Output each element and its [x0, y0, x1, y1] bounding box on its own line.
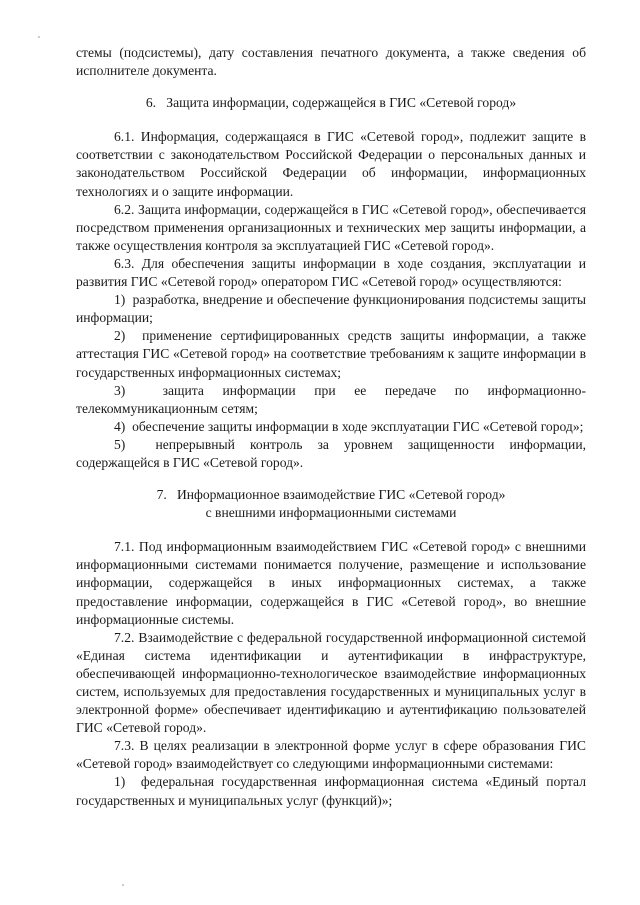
paragraph-7-1: 7.1. Под информационным взаимодействием ГИС «Сетевой город» с внешними информационными системами понимается получение, размещение и использование информации, содержащейся в иных информационных системах, а также предоставление информации, содержащейся в ГИС «Сетевой город», во внешние информационные системы.: [76, 539, 586, 627]
paragraph-7-3: 7.3. В целях реализации в электронной форме услуг в сфере образования ГИС «Сетевой город» взаимодействует со следующими информационными системами:: [76, 738, 586, 772]
list-item-6-3-4: 4) обеспечение защиты информации в ходе эксплуатации ГИС «Сетевой город»;: [114, 418, 584, 434]
paragraph-7-2: 7.2. Взаимодействие с федеральной государственной информационной системой «Единая система идентификации и аутентификации в инфраструктуре, обеспечивающей информационно-технологическое взаимодействие информационных систем, используемых для предоставления государственных и муниципальных услуг в электронной форме» обеспечивает идентификацию и аутентификацию пользователей ГИС «Сетевой город».: [76, 629, 586, 736]
paragraph-6-1: 6.1. Информация, содержащаяся в ГИС «Сетевой город», подлежит защите в соответствии с законодательством Российской Федерации о персональных данных и законодательством Российской Федерации об информации, информационных технологиях и о защите информации.: [76, 129, 586, 199]
list-item-6-3-5: 5) непрерывный контроль за уровнем защищенности информации, содержащейся в ГИС «Сетевой город».: [76, 436, 586, 470]
paragraph-6-2: 6.2. Защита информации, содержащейся в ГИС «Сетевой город», обеспечивается посредством применения организационных и технических мер защиты информации, а также осуществления контроля за эксплуатацией ГИС «Сетевой город».: [76, 201, 586, 253]
list-item-6-3-3: 3) защита информации при ее передаче по информационно-: [114, 382, 586, 398]
continuation-paragraph: стемы (подсистемы), дату составления печатного документа, а также сведения об исполнителе документа.: [76, 45, 586, 79]
scan-speck: [38, 36, 40, 38]
section-6-title: 6. Защита информации, содержащейся в ГИС «Сетевой город»: [145, 95, 517, 111]
section-7-title: [76, 486, 586, 522]
list-item-6-3-1: 1) разработка, внедрение и обеспечение функционирования подсистемы защиты информации;: [76, 292, 586, 326]
document-page: [76, 44, 586, 810]
list-item-6-3-2: 2) применение сертифицированных средств защиты информации, а также аттестация ГИС «Сетевой город» на соответствие требованиям к защите информации в государственных информационных системах;: [76, 328, 586, 380]
scan-speck: [122, 884, 124, 886]
list-item-6-3-3-continuation: телекоммуникационным сетям;: [76, 400, 258, 416]
section-7-title-line-2: с внешними информационными системами: [205, 505, 457, 521]
section-7-title-line-1: 7. Информационное взаимодействие ГИС «Сетевой город»: [156, 487, 506, 503]
list-item-7-3-1: 1) федеральная государственная информационная система «Единый портал государственных и муниципальных услуг (функций)»;: [76, 774, 586, 808]
paragraph-6-3: 6.3. Для обеспечения защиты информации в ходе создания, эксплуатации и развития ГИС «Сетевой город» оператором ГИС «Сетевой город» осуществляются:: [76, 255, 586, 290]
